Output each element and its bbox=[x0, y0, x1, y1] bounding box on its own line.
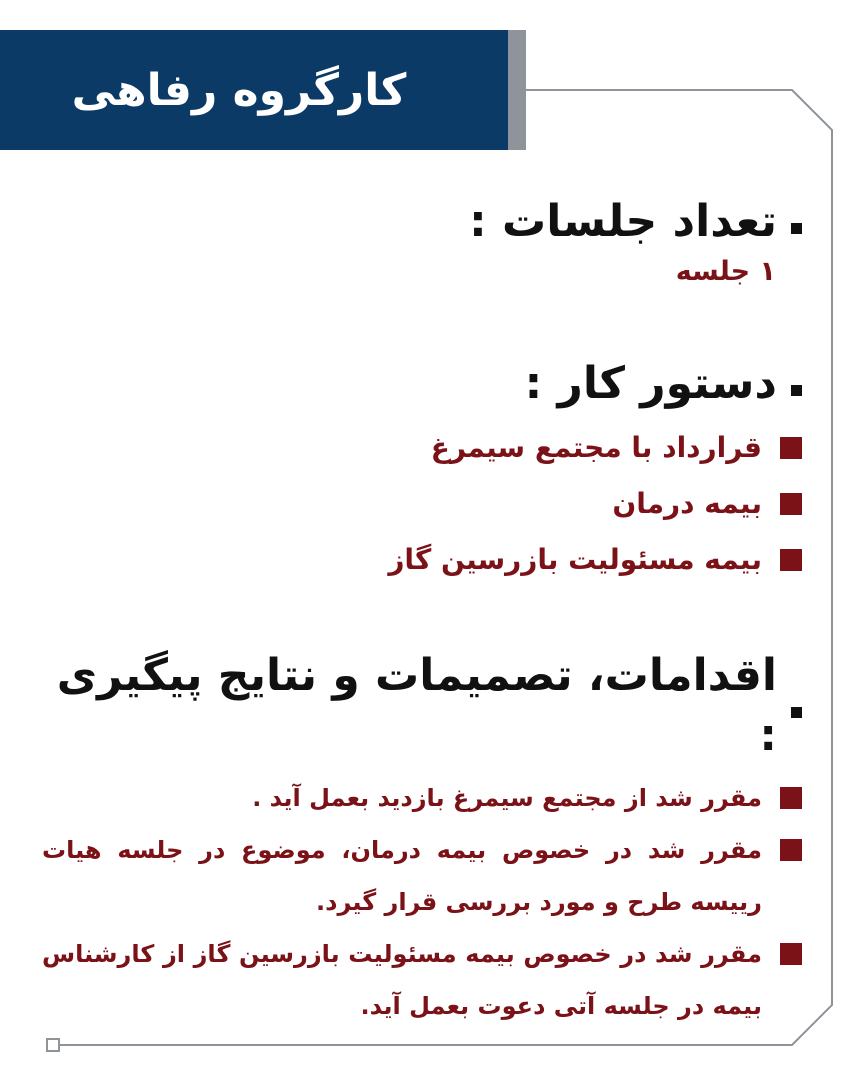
sessions-heading-text: تعداد جلسات : bbox=[469, 196, 777, 247]
agenda-item bbox=[42, 420, 802, 476]
agenda-item bbox=[42, 476, 802, 532]
header-accent-bar bbox=[508, 30, 526, 150]
action-item bbox=[42, 824, 802, 928]
square-bullet-icon bbox=[780, 493, 802, 515]
actions-heading bbox=[42, 646, 802, 766]
square-bullet-icon bbox=[791, 385, 802, 396]
agenda-item bbox=[42, 532, 802, 588]
header-banner bbox=[0, 30, 508, 150]
agenda-list bbox=[42, 420, 802, 588]
actions-heading-text: اقدامات، تصمیمات و نتایج پیگیری : bbox=[56, 650, 777, 761]
action-item bbox=[42, 928, 802, 1032]
square-bullet-icon bbox=[780, 943, 802, 965]
action-item bbox=[42, 772, 802, 824]
square-bullet-icon bbox=[780, 437, 802, 459]
actions-section bbox=[42, 646, 802, 1032]
frame-corner-marker bbox=[47, 1039, 59, 1051]
agenda-section bbox=[42, 354, 802, 588]
square-bullet-icon bbox=[780, 839, 802, 861]
action-item-text: مقرر شد در خصوص بیمه درمان، موضوع در جلسه هیات رییسه طرح و مورد بررسی قرار گیرد. bbox=[42, 836, 762, 916]
header-title: کارگروه رفاهی bbox=[71, 64, 407, 116]
sessions-value: ۱ جلسه bbox=[675, 256, 776, 287]
agenda-item-text: قرارداد با مجتمع سیمرغ bbox=[430, 431, 762, 464]
actions-list bbox=[42, 772, 802, 1032]
square-bullet-icon bbox=[791, 707, 802, 718]
square-bullet-icon bbox=[791, 223, 802, 234]
square-bullet-icon bbox=[780, 787, 802, 809]
agenda-heading-text: دستور کار : bbox=[524, 358, 777, 409]
action-item-text: مقرر شد از مجتمع سیمرغ بازدید بعمل آید . bbox=[252, 784, 762, 812]
agenda-heading bbox=[42, 354, 802, 414]
sessions-section bbox=[42, 192, 802, 292]
action-item-text: مقرر شد در خصوص بیمه مسئولیت بازرسین گاز از کارشناس بیمه در جلسه آتی دعوت بعمل آید. bbox=[42, 940, 762, 1020]
square-bullet-icon bbox=[780, 549, 802, 571]
content bbox=[42, 192, 802, 1032]
sessions-heading bbox=[42, 192, 802, 252]
agenda-item-text: بیمه مسئولیت بازرسین گاز bbox=[388, 543, 762, 576]
agenda-item-text: بیمه درمان bbox=[612, 487, 762, 520]
